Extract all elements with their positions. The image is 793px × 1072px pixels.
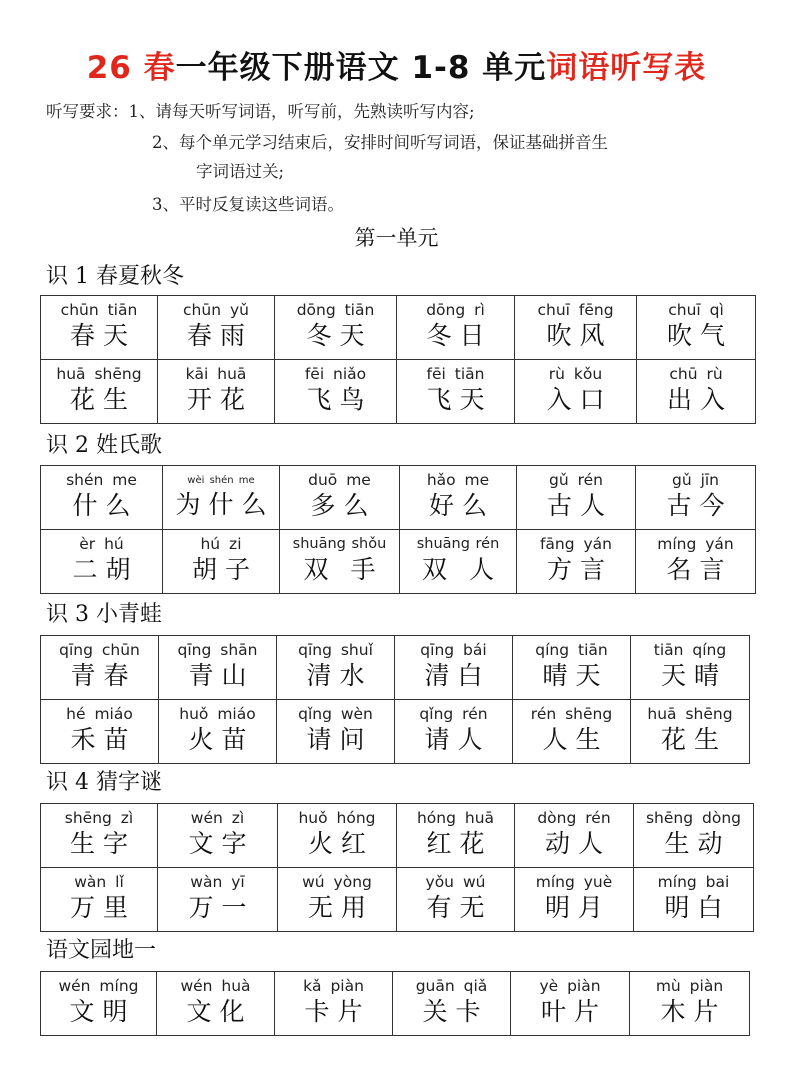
word-cell xyxy=(636,530,756,594)
pinyin: míng yuè xyxy=(535,873,613,891)
hanzi: 关卡 xyxy=(422,997,489,1026)
pinyin: huǒ hóng xyxy=(298,809,376,827)
word-cell xyxy=(634,804,754,868)
lesson-title-2: 识 2 姓氏歌 xyxy=(46,433,162,458)
hanzi: 名言 xyxy=(666,555,733,584)
pinyin: mù piàn xyxy=(655,977,724,995)
pinyin: yè piàn xyxy=(539,977,601,995)
pinyin: qīng shuǐ xyxy=(298,641,373,659)
hanzi: 古人 xyxy=(546,491,613,520)
pinyin: chuī qì xyxy=(668,301,724,319)
hanzi: 双人 xyxy=(422,555,517,584)
word-cell xyxy=(41,530,163,594)
hanzi: 飞天 xyxy=(426,385,493,414)
word-cell xyxy=(511,972,630,1036)
word-table-2 xyxy=(40,465,756,594)
hanzi: 火红 xyxy=(307,829,374,858)
word-cell xyxy=(159,636,277,700)
word-cell xyxy=(277,636,395,700)
hanzi: 飞鸟 xyxy=(306,385,373,414)
pinyin: chūn yǔ xyxy=(183,301,249,319)
word-cell xyxy=(157,972,275,1036)
hanzi: 冬天 xyxy=(306,321,373,350)
lesson-title-4: 识 4 猜字谜 xyxy=(46,770,162,795)
word-cell xyxy=(275,296,397,360)
word-cell xyxy=(41,804,158,868)
lesson-title-1: 识 1 春夏秋冬 xyxy=(46,264,184,289)
hanzi: 胡子 xyxy=(191,555,258,584)
requirements-label: 听写要求： xyxy=(46,102,129,121)
pinyin: rù kǒu xyxy=(548,365,603,383)
pinyin: míng bai xyxy=(657,873,730,891)
hanzi: 青春 xyxy=(70,661,137,690)
word-cell xyxy=(41,636,159,700)
word-table-1 xyxy=(40,295,756,424)
requirement-2-line-1: 2、每个单元学习结束后，安排时间听写词语，保证基础拼音生 xyxy=(152,133,608,152)
word-cell xyxy=(515,296,637,360)
hanzi: 出入 xyxy=(666,385,733,414)
pinyin: qǐng wèn xyxy=(298,705,373,723)
word-cell xyxy=(513,636,631,700)
hanzi: 多么 xyxy=(310,491,377,520)
word-cell xyxy=(275,972,393,1036)
word-cell xyxy=(395,700,513,764)
pinyin: hú zi xyxy=(200,535,242,553)
hanzi: 双手 xyxy=(303,555,398,584)
title-part-2: 一年级下册语文 1-8 单元 xyxy=(175,50,547,86)
pinyin: chuī fēng xyxy=(537,301,614,319)
hanzi: 火苗 xyxy=(188,725,255,754)
title-part-3: 词语听写表 xyxy=(546,50,707,86)
word-cell xyxy=(41,700,159,764)
requirements-line-1 xyxy=(46,100,475,124)
word-cell xyxy=(41,360,158,424)
pinyin: huā shēng xyxy=(56,365,142,383)
requirement-2-line-2: 字词语过关; xyxy=(196,162,285,181)
table-row xyxy=(41,360,756,424)
word-table-3 xyxy=(40,635,750,764)
word-cell xyxy=(278,804,397,868)
pinyin: kǎ piàn xyxy=(303,977,364,995)
word-cell xyxy=(158,868,278,932)
word-cell xyxy=(397,360,515,424)
pinyin: duō me xyxy=(308,471,371,489)
word-cell xyxy=(393,972,511,1036)
word-cell xyxy=(159,700,277,764)
pinyin: wén míng xyxy=(58,977,139,995)
hanzi: 吹风 xyxy=(546,321,613,350)
title-part-1: 26 春 xyxy=(86,50,176,86)
hanzi: 无用 xyxy=(307,893,374,922)
pinyin: èr hú xyxy=(79,535,124,553)
hanzi: 文化 xyxy=(186,997,253,1026)
word-cell xyxy=(278,868,397,932)
hanzi: 请问 xyxy=(306,725,373,754)
hanzi: 红花 xyxy=(426,829,493,858)
word-cell xyxy=(41,868,158,932)
hanzi: 天晴 xyxy=(660,661,727,690)
word-cell xyxy=(158,804,278,868)
pinyin: qīng shān xyxy=(177,641,258,659)
pinyin: tiān qíng xyxy=(653,641,727,659)
hanzi: 青山 xyxy=(188,661,255,690)
pinyin: chū rù xyxy=(669,365,723,383)
hanzi: 开花 xyxy=(186,385,253,414)
pinyin: shuāng rén xyxy=(416,536,500,552)
pinyin: gǔ rén xyxy=(549,471,603,489)
word-cell xyxy=(631,636,750,700)
hanzi: 文明 xyxy=(69,997,136,1026)
hanzi: 古今 xyxy=(666,491,733,520)
hanzi: 好么 xyxy=(428,491,495,520)
pinyin: hé miáo xyxy=(66,705,133,723)
pinyin: shēng zì xyxy=(64,809,134,827)
page-title xyxy=(0,46,793,90)
pinyin: chūn tiān xyxy=(60,301,138,319)
hanzi: 晴天 xyxy=(542,661,609,690)
pinyin: kāi huā xyxy=(185,365,247,383)
pinyin: wén zì xyxy=(190,809,245,827)
hanzi: 请人 xyxy=(424,725,491,754)
pinyin: wàn yī xyxy=(190,873,245,891)
table-row xyxy=(41,868,754,932)
word-cell xyxy=(400,466,517,530)
hanzi: 冬日 xyxy=(426,321,493,350)
word-cell xyxy=(163,466,280,530)
hanzi: 入口 xyxy=(546,385,613,414)
requirement-3: 3、平时反复读这些词语。 xyxy=(152,195,344,214)
pinyin: huǒ miáo xyxy=(179,705,256,723)
hanzi: 春雨 xyxy=(186,321,253,350)
word-table-5 xyxy=(40,971,750,1036)
word-cell xyxy=(41,972,157,1036)
hanzi: 花生 xyxy=(660,725,727,754)
hanzi: 动人 xyxy=(544,829,611,858)
pinyin: rén shēng xyxy=(530,705,613,723)
word-cell xyxy=(515,868,634,932)
word-table-4 xyxy=(40,803,754,932)
word-cell xyxy=(163,530,280,594)
pinyin: fēi niǎo xyxy=(304,365,367,383)
hanzi: 禾苗 xyxy=(70,725,137,754)
table-row xyxy=(41,530,756,594)
word-cell xyxy=(158,360,275,424)
word-cell xyxy=(280,530,400,594)
table-row xyxy=(41,700,750,764)
pinyin: qíng tiān xyxy=(535,641,608,659)
unit-title: 第一单元 xyxy=(354,226,439,250)
hanzi: 春天 xyxy=(69,321,136,350)
pinyin: guān qiǎ xyxy=(415,977,488,995)
hanzi: 吹气 xyxy=(666,321,733,350)
pinyin: dōng rì xyxy=(426,301,485,319)
table-row xyxy=(41,804,754,868)
hanzi: 二胡 xyxy=(72,555,139,584)
pinyin: dòng rén xyxy=(537,809,611,827)
word-cell xyxy=(275,360,397,424)
word-cell xyxy=(395,636,513,700)
pinyin: fēi tiān xyxy=(426,365,485,383)
word-cell xyxy=(637,360,756,424)
word-cell xyxy=(637,296,756,360)
pinyin: wén huà xyxy=(180,977,251,995)
word-cell xyxy=(280,466,400,530)
hanzi: 明白 xyxy=(664,893,731,922)
table-row xyxy=(41,636,750,700)
pinyin: qīng chūn xyxy=(59,641,140,659)
word-cell xyxy=(515,360,637,424)
pinyin: shēng dòng xyxy=(645,809,741,827)
hanzi: 人生 xyxy=(542,725,609,754)
pinyin: wèi shén me xyxy=(187,475,255,486)
word-cell xyxy=(636,466,756,530)
word-cell xyxy=(41,466,163,530)
table-row xyxy=(41,296,756,360)
pinyin: shuāng shǒu xyxy=(292,536,387,552)
word-cell xyxy=(41,296,158,360)
pinyin: wú yòng xyxy=(302,873,372,891)
hanzi: 清水 xyxy=(306,661,373,690)
hanzi: 有无 xyxy=(426,893,493,922)
word-cell xyxy=(400,530,517,594)
word-cell xyxy=(397,296,515,360)
pinyin: wàn lǐ xyxy=(74,873,124,891)
pinyin: míng yán xyxy=(657,535,734,553)
pinyin: gǔ jīn xyxy=(671,471,720,489)
hanzi: 方言 xyxy=(546,555,613,584)
hanzi: 花生 xyxy=(69,385,136,414)
word-cell xyxy=(513,700,631,764)
pinyin: qǐng rén xyxy=(419,705,488,723)
hanzi: 什么 xyxy=(72,491,139,520)
word-cell xyxy=(397,804,515,868)
hanzi: 明月 xyxy=(544,893,611,922)
word-cell xyxy=(631,700,750,764)
pinyin: yǒu wú xyxy=(425,873,486,891)
hanzi: 木片 xyxy=(660,997,727,1026)
pinyin: hǎo me xyxy=(426,471,490,489)
hanzi: 叶片 xyxy=(540,997,607,1026)
word-cell xyxy=(397,868,515,932)
pinyin: huā shēng xyxy=(647,705,733,723)
pinyin: dōng tiān xyxy=(296,301,375,319)
table-row xyxy=(41,972,750,1036)
pinyin: hóng huā xyxy=(416,809,495,827)
hanzi: 为什么 xyxy=(175,490,275,519)
pinyin: qīng bái xyxy=(420,641,487,659)
word-cell xyxy=(630,972,750,1036)
hanzi: 万里 xyxy=(69,893,136,922)
hanzi: 万一 xyxy=(188,893,255,922)
word-cell xyxy=(517,466,636,530)
hanzi: 卡片 xyxy=(304,997,371,1026)
word-cell xyxy=(158,296,275,360)
table-row xyxy=(41,466,756,530)
pinyin: shén me xyxy=(66,471,137,489)
hanzi: 生字 xyxy=(69,829,136,858)
hanzi: 生动 xyxy=(664,829,731,858)
requirement-1: 1、请每天听写词语，听写前，先熟读听写内容; xyxy=(128,102,475,121)
hanzi: 文字 xyxy=(188,829,255,858)
hanzi: 清白 xyxy=(424,661,491,690)
word-cell xyxy=(277,700,395,764)
word-cell xyxy=(634,868,754,932)
pinyin: fāng yán xyxy=(539,535,613,553)
lesson-title-5: 语文园地一 xyxy=(46,938,157,963)
word-cell xyxy=(515,804,634,868)
lesson-title-3: 识 3 小青蛙 xyxy=(46,602,162,627)
word-cell xyxy=(517,530,636,594)
